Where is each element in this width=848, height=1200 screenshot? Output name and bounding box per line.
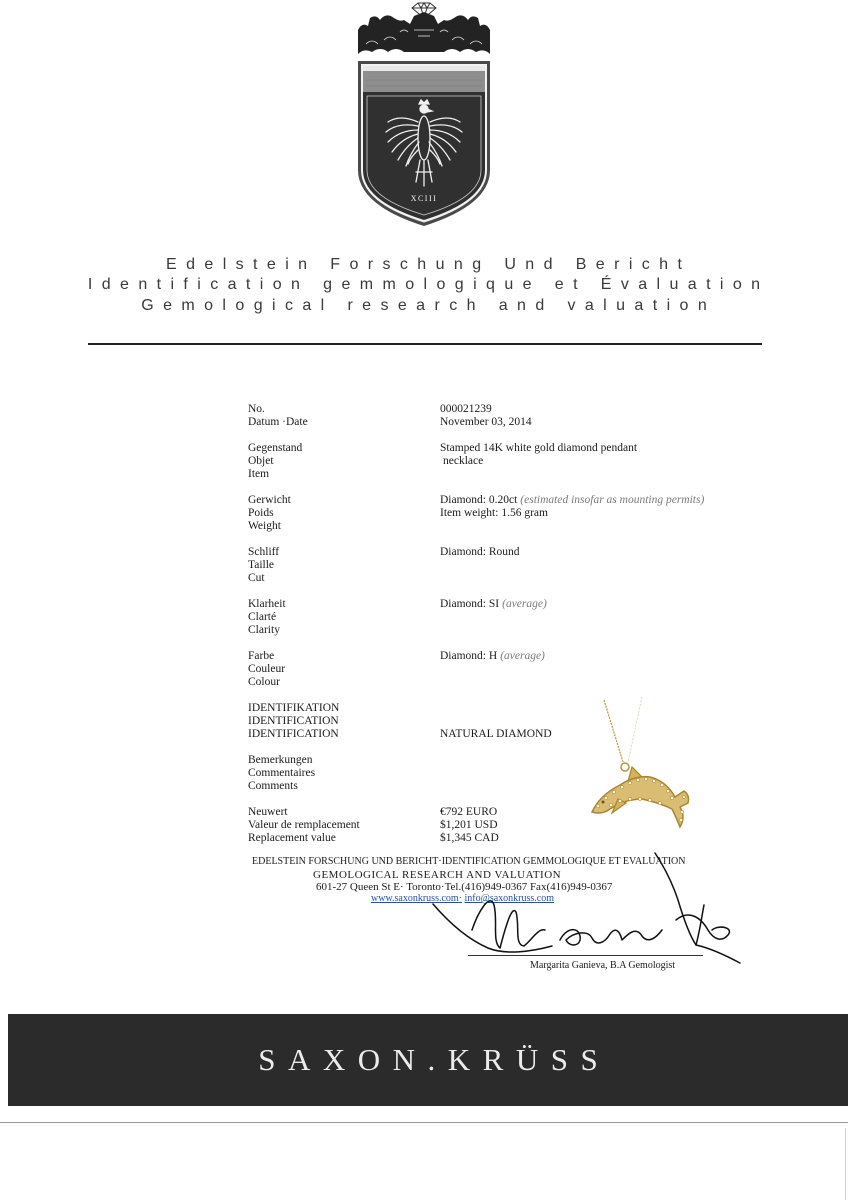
pendant-chain [628,697,642,762]
signature-stroke [655,853,704,945]
bottom-divider [0,1122,848,1123]
diamond-colour-note: (average) [500,650,545,662]
group-weight [248,494,768,533]
detail-row [248,572,768,585]
detail-label: Item [248,468,270,480]
diamond-weight: Diamond: 0.20ct [440,494,518,506]
detail-row [248,624,768,637]
detail-row [248,598,768,611]
brand-band [8,1014,848,1106]
detail-label: IDENTIFIKATION [248,702,340,714]
detail-label: Colour [248,676,280,688]
item-weight: Item weight: 1.56 gram [440,507,548,519]
detail-label: Gerwicht [248,494,291,506]
certificate-number: 000021239 [440,403,492,415]
detail-row [248,546,768,559]
detail-row [248,520,768,533]
detail-row [248,416,768,429]
group-cut [248,546,768,585]
diamond-clarity: Diamond: SI [440,598,500,610]
signature-stroke [560,930,662,945]
signer-name: Margarita Ganieva, B.A Gemologist [530,960,676,971]
signature-stroke [696,945,740,963]
dolphin-pendant-icon [580,695,695,835]
item-description-continued: necklace [443,455,484,467]
lab-subtitle-line: GEMOLOGICAL RESEARCH AND VALUATION [313,869,562,881]
header-divider [88,343,762,345]
detail-label: Bemerkungen [248,754,313,766]
diamond-colour: Diamond: H [440,650,498,662]
header-line-de: Edelstein Forschung Und Bericht [166,256,692,273]
detail-row [248,559,768,572]
signature-stroke [433,904,552,952]
detail-label: Valeur de remplacement [248,819,360,831]
diamond-weight-note: (estimated insofar as mounting permits) [520,494,705,506]
detail-label: Gegenstand [248,442,303,454]
brand-name: SAXON.KRÜSS [258,1042,611,1077]
replacement-value-usd: $1,201 USD [440,819,498,831]
detail-label: Datum ·Date [248,416,308,428]
detail-label: Taille [248,559,275,571]
detail-row [248,663,768,676]
group-colour [248,650,768,689]
lab-name-line: EDELSTEIN FORSCHUNG UND BERICHT·IDENTIFICATION GEMMOLOGIQUE ET EVALUATION [252,856,686,867]
detail-label: Neuwert [248,806,288,818]
detail-row [248,403,768,416]
detail-label: Replacement value [248,832,336,844]
pendant-bail [621,763,629,771]
detail-label: Schliff [248,546,280,558]
detail-label: IDENTIFICATION [248,728,339,740]
diamond-cut: Diamond: Round [440,546,520,558]
lab-address: 601-27 Queen St E· Toronto·Tel.(416)949-0367 Fax(416)949-0367 [316,881,613,893]
website-link[interactable]: www.saxonkruss.com· [371,893,463,904]
item-description: Stamped 14K white gold diamond pendant [440,442,638,454]
detail-label: Poids [248,507,274,519]
replacement-value-cad: $1,345 CAD [440,832,499,844]
detail-row [248,507,768,520]
detail-row [248,455,768,468]
detail-label: Farbe [248,650,275,662]
group-item [248,442,768,481]
detail-label: Cut [248,572,265,584]
diamond-clarity-note: (average) [502,598,547,610]
group-number-date [248,403,768,429]
pendant-chain [604,700,623,762]
detail-label: Couleur [248,663,286,675]
detail-row [248,676,768,689]
signature [420,840,760,970]
detail-label: Objet [248,455,274,467]
detail-label: Commentaires [248,767,316,779]
detail-row [248,611,768,624]
pendant-body [592,777,689,827]
detail-label: Clarity [248,624,280,636]
header-line-fr: Identification gemmologique et Évaluation [87,276,770,293]
pendant-eye [602,801,605,804]
identification-result: NATURAL DIAMOND [440,728,552,740]
signature-stroke [472,901,545,948]
detail-label: Comments [248,780,298,792]
detail-label: Clarté [248,611,277,623]
detail-label: Weight [248,520,281,532]
detail-row [248,494,768,507]
page-edge-line [845,1128,846,1200]
group-clarity [248,598,768,637]
header-line-en: Gemological research and valuation [141,297,717,314]
crest-numeral: XCIII [410,194,438,203]
detail-label: No. [248,403,265,415]
detail-row [248,468,768,481]
crest-emblem [350,0,500,232]
certificate-date: November 03, 2014 [440,416,532,428]
crown-ornament [358,12,490,54]
detail-label: IDENTIFICATION [248,715,339,727]
detail-row [248,650,768,663]
detail-label: Klarheit [248,598,286,610]
detail-row [248,442,768,455]
replacement-value-eur: €792 EURO [440,806,498,818]
email-link[interactable]: info@saxonkruss.com [464,893,554,904]
